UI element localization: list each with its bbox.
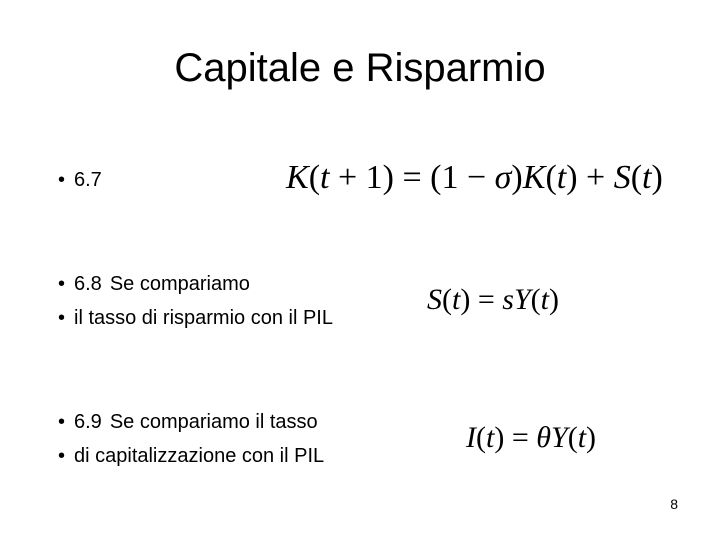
equation-investment: I(t) = θY(t) [466, 421, 597, 454]
equation-savings: S(t) = sY(t) [427, 283, 559, 316]
bullet-marker: • [58, 273, 66, 295]
bullet-text: 6.8 [74, 273, 102, 295]
bullet-6-7 [58, 168, 102, 192]
bullet-capitalization [58, 444, 324, 468]
bullet-marker: • [58, 307, 66, 329]
slide-title: Capitale e Risparmio [174, 46, 546, 90]
bullet-extra: Se compariamo il tasso [109, 411, 318, 433]
page-number: 8 [670, 496, 678, 512]
bullet-savings-rate [58, 306, 333, 330]
bullet-marker: • [58, 445, 66, 467]
bullet-text: di capitalizzazione con il PIL [74, 445, 325, 467]
equation-capital-accumulation: K(t + 1) = (1 − σ)K(t) + S(t) [286, 159, 663, 196]
bullet-marker: • [58, 169, 66, 191]
bullet-text: 6.7 [74, 169, 102, 191]
bullet-6-8 [58, 272, 250, 296]
bullet-extra: Se compariamo [109, 273, 250, 295]
bullet-text: 6.9 [74, 411, 102, 433]
bullet-marker: • [58, 411, 66, 433]
bullet-text: il tasso di risparmio con il PIL [74, 307, 333, 329]
bullet-6-9 [58, 410, 318, 434]
